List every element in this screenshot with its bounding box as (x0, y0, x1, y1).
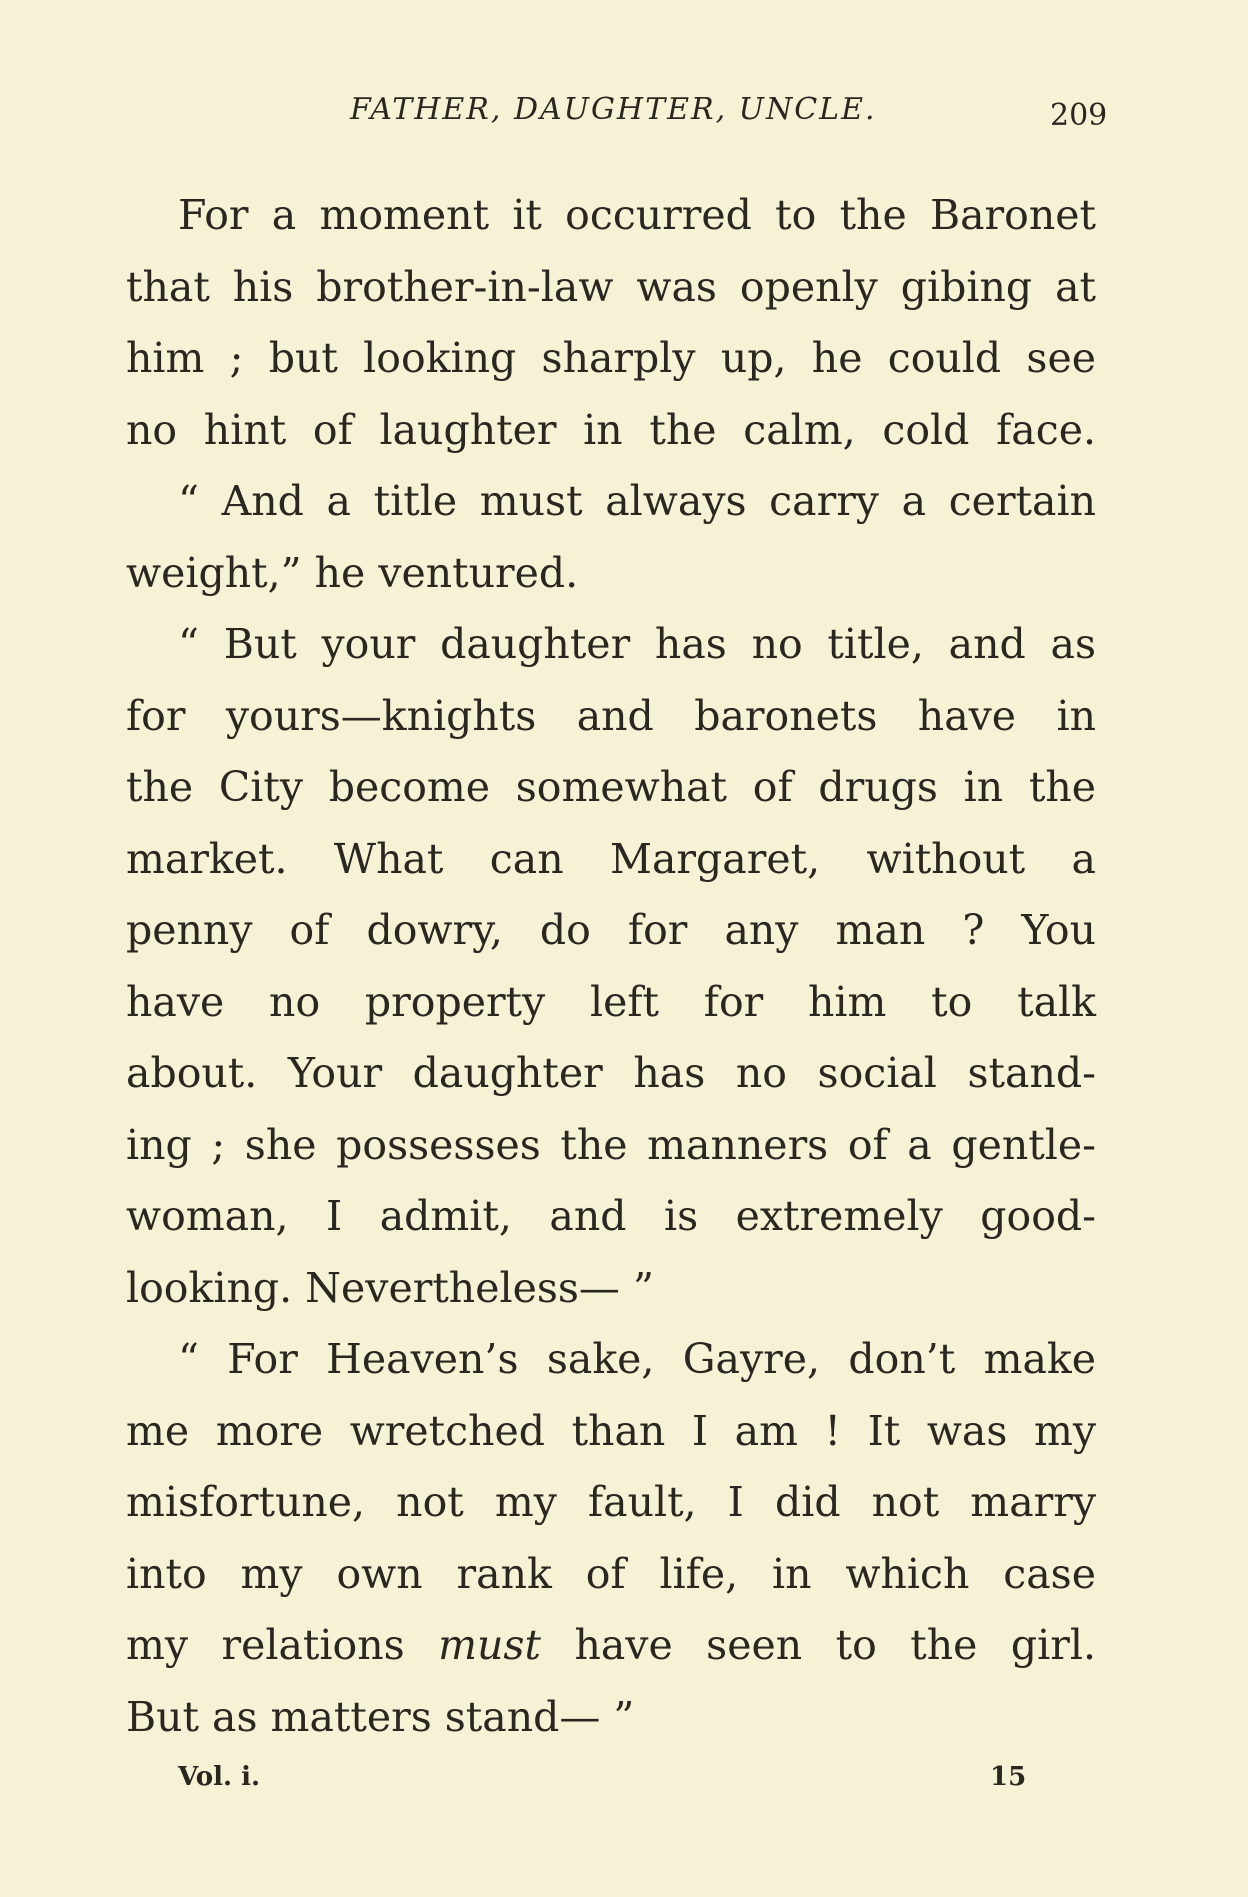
text-line: me more wretched than I am ! It was my (126, 1406, 1096, 1455)
running-head (0, 92, 1248, 132)
text-line: misfortune, not my fault, I did not marry (126, 1478, 1096, 1526)
signature-mark: 15 (990, 1762, 1027, 1792)
text-line: him ; but looking sharply up, he could see (126, 334, 1096, 382)
text-line: have no property left for him to talk (126, 977, 1096, 1026)
text-line-with-italic (126, 1610, 1096, 1682)
text-line: looking. Nevertheless— ” (126, 1263, 654, 1312)
text-line: into my own rank of life, in which case (126, 1549, 1096, 1598)
text-line: weight,” he ventured. (126, 548, 579, 597)
text-line: woman, I admit, and is extremely good- (126, 1192, 1096, 1240)
text-line: market. What can Margaret, without a (126, 834, 1096, 883)
text-line: ing ; she possesses the manners of a gentle- (126, 1120, 1096, 1169)
text-line: “ For Heaven’s sake, Gayre, don’t make (178, 1335, 1096, 1383)
text-line: “ But your daughter has no title, and as (178, 620, 1096, 668)
page-number: 209 (1050, 98, 1108, 133)
text-fragment: have seen to the girl. (574, 1621, 1096, 1669)
text-fragment: my relations (126, 1621, 405, 1669)
text-line: the City become somewhat of drugs in the (126, 763, 1096, 811)
text-line: But as matters stand— ” (126, 1692, 635, 1741)
text-line: no hint of laughter in the calm, cold face. (126, 405, 1096, 454)
text-line: “ And a title must always carry a certain (178, 477, 1096, 525)
text-line: that his brother-in-law was openly gibing at (126, 262, 1096, 311)
running-title: FATHER, DAUGHTER, UNCLE. (350, 92, 877, 127)
italic-emphasis: must (438, 1621, 541, 1669)
page-footer (0, 1762, 1248, 1802)
text-line: for yours—knights and baronets have in (126, 691, 1096, 740)
text-line: penny of dowry, do for any man ? You (126, 906, 1096, 954)
text-line: For a moment it occurred to the Baronet (178, 191, 1096, 239)
volume-mark: Vol. i. (178, 1762, 261, 1792)
text-line: about. Your daughter has no social stand- (126, 1049, 1096, 1097)
body-text (126, 180, 1096, 1753)
